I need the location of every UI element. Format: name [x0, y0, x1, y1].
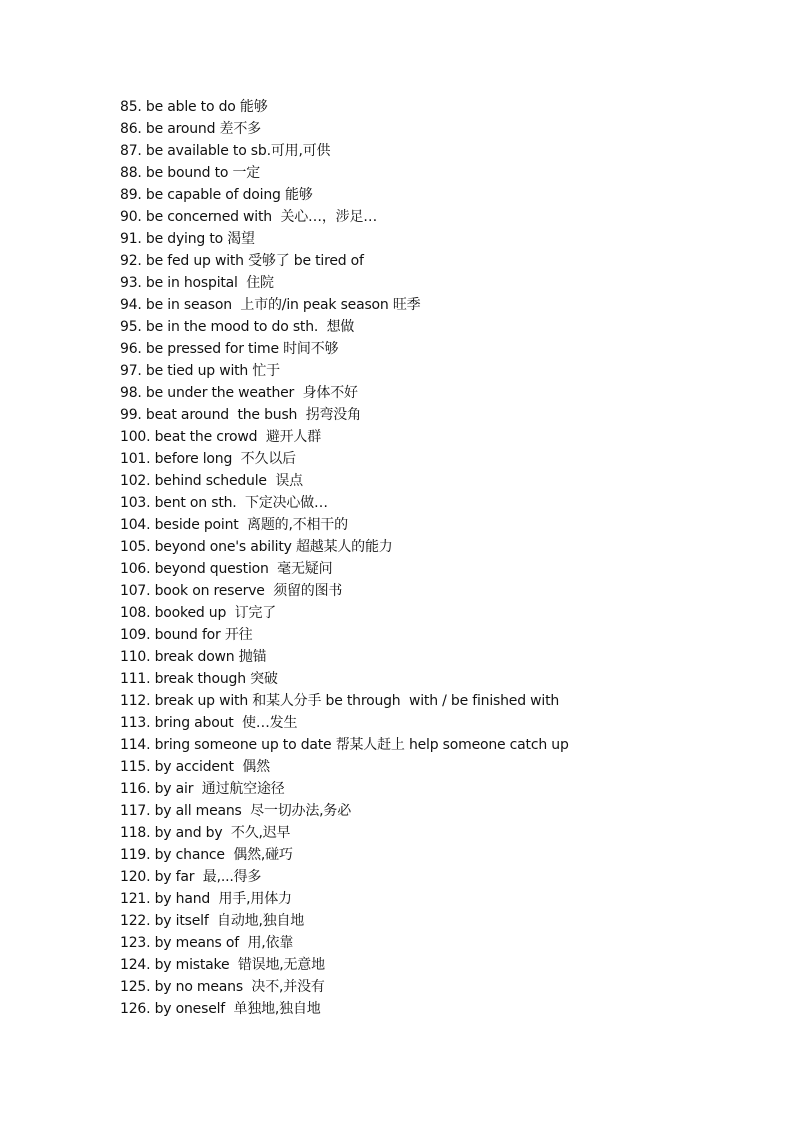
phrase-item: 126. by oneself 单独地,独自地	[120, 1001, 321, 1017]
phrase-item: 116. by air 通过航空途径	[120, 781, 285, 797]
phrase-item: 112. break up with 和某人分手 be through with / be finished with	[120, 693, 560, 709]
phrase-item: 107. book on reserve 须留的图书	[120, 583, 343, 599]
phrase-item: 93. be in hospital 住院	[120, 275, 274, 291]
phrase-item: 97. be tied up with 忙于	[120, 363, 280, 379]
phrase-item: 106. beyond question 毫无疑问	[120, 561, 333, 577]
phrase-item: 87. be available to sb.可用,可供	[120, 143, 331, 159]
phrase-item: 94. be in season 上市的/in peak season 旺季	[120, 297, 421, 313]
phrase-item: 117. by all means 尽一切办法,务必	[120, 803, 352, 819]
phrase-list	[120, 96, 569, 1020]
phrase-item: 122. by itself 自动地,独自地	[120, 913, 305, 929]
phrase-item: 100. beat the crowd 避开人群	[120, 429, 322, 445]
phrase-item: 85. be able to do 能够	[120, 99, 268, 115]
phrase-item: 103. bent on sth. 下定决心做…	[120, 495, 328, 511]
phrase-item: 109. bound for 开往	[120, 627, 253, 643]
phrase-item: 120. by far 最,...得多	[120, 869, 262, 885]
phrase-item: 96. be pressed for time 时间不够	[120, 341, 339, 357]
phrase-item: 108. booked up 订完了	[120, 605, 277, 621]
phrase-item: 89. be capable of doing 能够	[120, 187, 313, 203]
phrase-item: 113. bring about 使…发生	[120, 715, 298, 731]
phrase-item: 102. behind schedule 误点	[120, 473, 303, 489]
phrase-item: 101. before long 不久以后	[120, 451, 296, 467]
phrase-item: 86. be around 差不多	[120, 121, 261, 137]
phrase-item: 88. be bound to 一定	[120, 165, 261, 181]
phrase-item: 104. beside point 离题的,不相干的	[120, 517, 348, 533]
phrase-item: 98. be under the weather 身体不好	[120, 385, 358, 401]
phrase-item: 110. break down 抛锚	[120, 649, 267, 665]
phrase-item: 91. be dying to 渴望	[120, 231, 255, 247]
phrase-item: 118. by and by 不久,迟早	[120, 825, 291, 841]
phrase-item: 124. by mistake 错误地,无意地	[120, 957, 325, 973]
phrase-item: 99. beat around the bush 拐弯没角	[120, 407, 361, 423]
phrase-item: 121. by hand 用手,用体力	[120, 891, 292, 907]
phrase-item: 123. by means of 用,依靠	[120, 935, 294, 951]
phrase-item: 111. break though 突破	[120, 671, 278, 687]
phrase-item: 115. by accident 偶然	[120, 759, 270, 775]
phrase-item: 119. by chance 偶然,碰巧	[120, 847, 293, 863]
phrase-item: 114. bring someone up to date 帮某人赶上 help someone catch up	[120, 737, 569, 753]
phrase-item: 90. be concerned with 关心…，涉足…	[120, 209, 378, 225]
phrase-item: 95. be in the mood to do sth. 想做	[120, 319, 355, 335]
phrase-item: 105. beyond one's ability 超越某人的能力	[120, 539, 393, 555]
phrase-item: 125. by no means 决不,并没有	[120, 979, 325, 995]
phrase-item: 92. be fed up with 受够了 be tired of	[120, 253, 364, 269]
